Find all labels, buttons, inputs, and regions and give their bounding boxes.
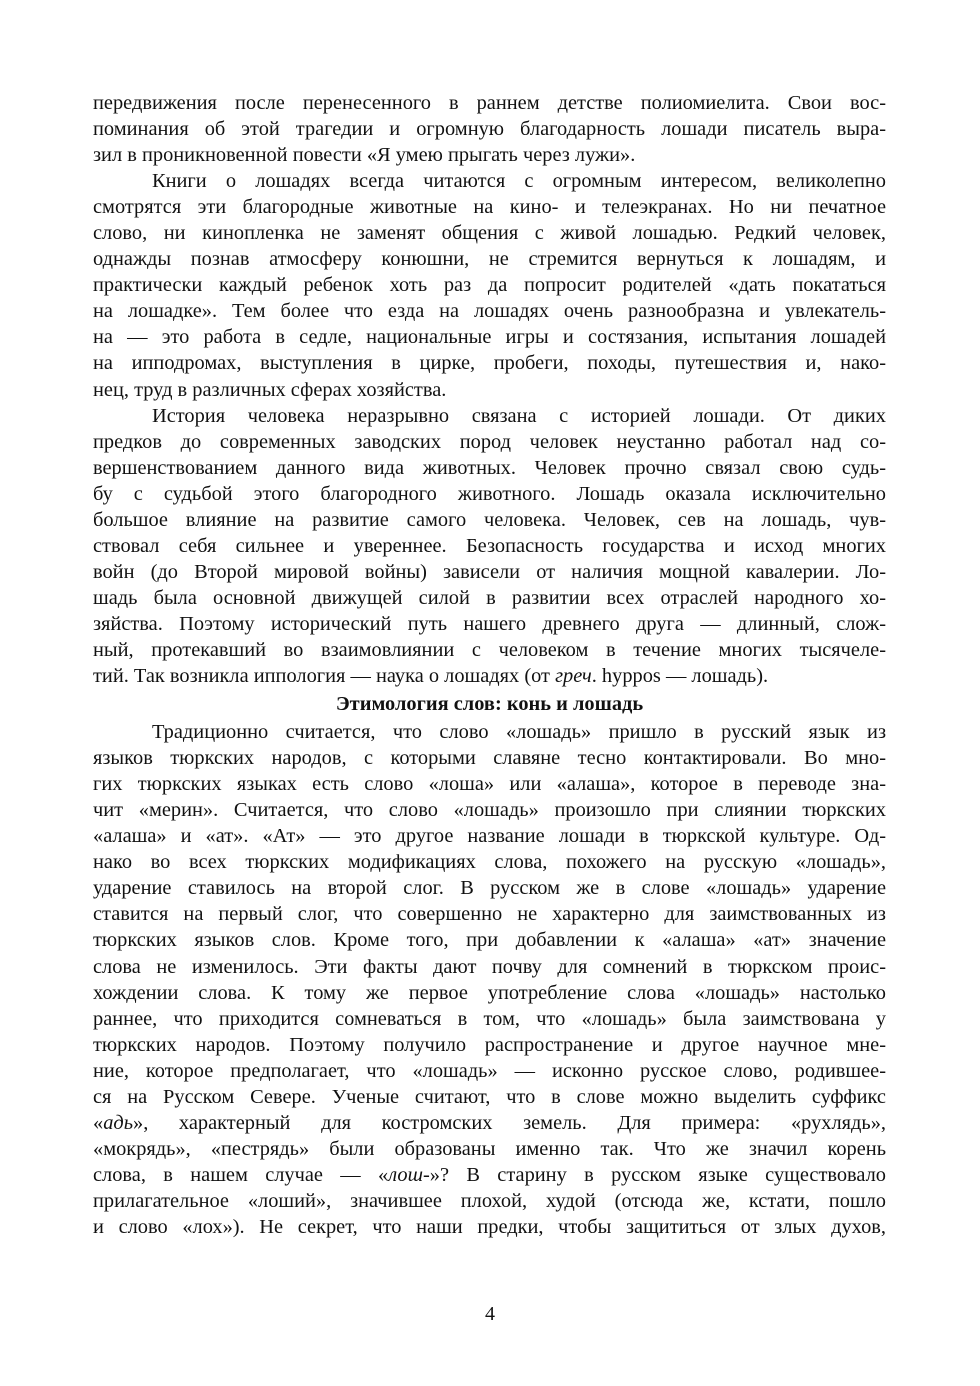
text-segment: слова, в нашем случае — « (93, 1163, 389, 1186)
text-line: «алаша» и «ат». «Ат» — это другое название лошади в тюркской культуре. Од- (93, 825, 886, 848)
text-line: практически каждый ребенок хоть раз да попросит родителей «дать покататься (93, 274, 886, 297)
text-line: шадь была основной движущей силой в развитии всех отраслей народного хо- (93, 586, 886, 609)
text-line: на ипподромах, выступления в цирке, пробеги, походы, путешествия и, нако- (93, 352, 886, 375)
text-line: тюркских народов. Поэтому получило распространение и другое научное мне- (93, 1033, 886, 1056)
text-line: на лошадке». Тем более что езда на лошадях очень разнообразна и увлекатель- (93, 300, 886, 323)
text-line: прилагательное «лоший», значившее плохой, худой (отсюда же, кстати, пошло (93, 1189, 886, 1212)
text-line: предков до современных заводских пород человек неустанно работал над со- (93, 430, 886, 453)
text-segment: « (93, 1111, 104, 1134)
text-line: передвижения после перенесенного в раннем детстве полиомиелита. Свои вос- (93, 92, 886, 114)
text-line: слово, ни кинопленка не заменят общения с живой лошадью. Редкий человек, (93, 222, 886, 245)
text-line: слова не изменилось. Эти факты дают почву для сомнений в тюркском проис- (93, 955, 886, 978)
text-line: тюркских языков слов. Кроме того, при добавлении к «алаша» «ат» значение (93, 929, 886, 952)
italic-abbreviation: греч (555, 665, 592, 688)
text-line: хождении слова. К тому же первое употребление слова «лошадь» настолько (93, 981, 886, 1004)
text-line (93, 1110, 886, 1136)
text-line: ствовал себя сильнее и увереннее. Безопасность государства и исход многих (93, 534, 886, 557)
paragraph-4 (93, 719, 886, 1240)
text-line: большое влияние на развитие самого человека. Человек, сев на лошадь, чув- (93, 508, 886, 531)
section-heading: Этимология слов: конь и лошадь (335, 693, 644, 716)
text-segment: тий. Так возникла иппология — наука о лошадях (от (93, 665, 556, 688)
text-line: однажды познав атмосферу конюшни, не стремится вернуться к лошадям, и (93, 248, 886, 271)
text-line: на — это работа в седле, национальные игры и состязания, испытания лошадей (93, 326, 886, 349)
text-line: раннее, что приходится сомневаться в том, что «лошадь» была заимствована у (93, 1007, 886, 1030)
italic-suffix: адь (103, 1111, 133, 1134)
body-text (93, 90, 886, 1240)
text-line: История человека неразрывно связана с историей лошади. От диких (152, 404, 886, 427)
text-line: ние, которое предполагает, что «лошадь» — исконно русское слово, родившее- (93, 1059, 886, 1082)
text-line (93, 1162, 886, 1188)
paragraph-1 (93, 90, 886, 168)
text-line: чит «мерин». Считается, что слово «лошадь» произошло при слиянии тюркских (93, 799, 886, 822)
text-line: и слово «лох»). Не секрет, что наши предки, чтобы защититься от злых духов, (93, 1215, 886, 1238)
text-line: «мокрядь», «пестрядь» были образованы именно так. Что же значил корень (93, 1137, 886, 1160)
text-line: ударение ставилось на второй слог. В русском же в слове «лошадь» ударение (93, 877, 886, 900)
text-line: смотрятся эти благородные животные на кино- и телеэкранах. Но ни печатное (93, 196, 886, 219)
text-line: ный, протекавший во взаимовлиянии с человеком в течение многих тысячеле- (93, 638, 886, 661)
text-line: ся на Русском Севере. Ученые считают, что в слове можно выделить суффикс (93, 1085, 886, 1108)
text-line: войн (до Второй мировой войны) зависели от наличия мощной кавалерии. Ло- (93, 560, 886, 583)
text-line: нец, труд в различных сферах хозяйства. (93, 378, 447, 401)
text-line: гих тюркских языках есть слово «лоша» или «алаша», которое в переводе зна- (93, 773, 886, 796)
text-line: языков тюркских народов, с которыми славяне тесно контактировали. Во мно- (93, 747, 886, 770)
text-line: ставится на первый слог, что совершенно не характерно для заимствованных из (93, 903, 886, 926)
text-line: поминания об этой трагедии и огромную благодарность лошади писатель выра- (93, 118, 886, 141)
text-line (93, 663, 886, 689)
paragraph-2 (93, 168, 886, 402)
text-segment: », характерный для костромских земель. Для примера: «рухлядь», (133, 1111, 886, 1134)
text-line: Книги о лошадях всегда читаются с огромным интересом, великолепно (152, 170, 886, 193)
page-number: 4 (485, 1303, 495, 1325)
text-segment: . hyppos — лошадь). (591, 665, 769, 688)
italic-root: лош- (388, 1163, 430, 1186)
text-line: Традиционно считается, что слово «лошадь» пришло в русский язык из (152, 721, 886, 744)
text-line: нако во всех тюркских модификациях слова, похожего на русскую «лошадь», (93, 851, 886, 874)
text-line: вершенствованием данного вида животных. Человек прочно связал свою судь- (93, 456, 886, 479)
text-line: зяйства. Поэтому исторический путь нашего древнего друга — длинный, слож- (93, 612, 886, 635)
text-segment: »? В старину в русском языке существовало (429, 1163, 887, 1186)
paragraph-3 (93, 403, 886, 690)
text-line: бу с судьбой этого благородного животного. Лошадь оказала исключительно (93, 482, 886, 505)
text-line: зил в проникновенной повести «Я умею прыгать через лужи». (93, 144, 636, 167)
